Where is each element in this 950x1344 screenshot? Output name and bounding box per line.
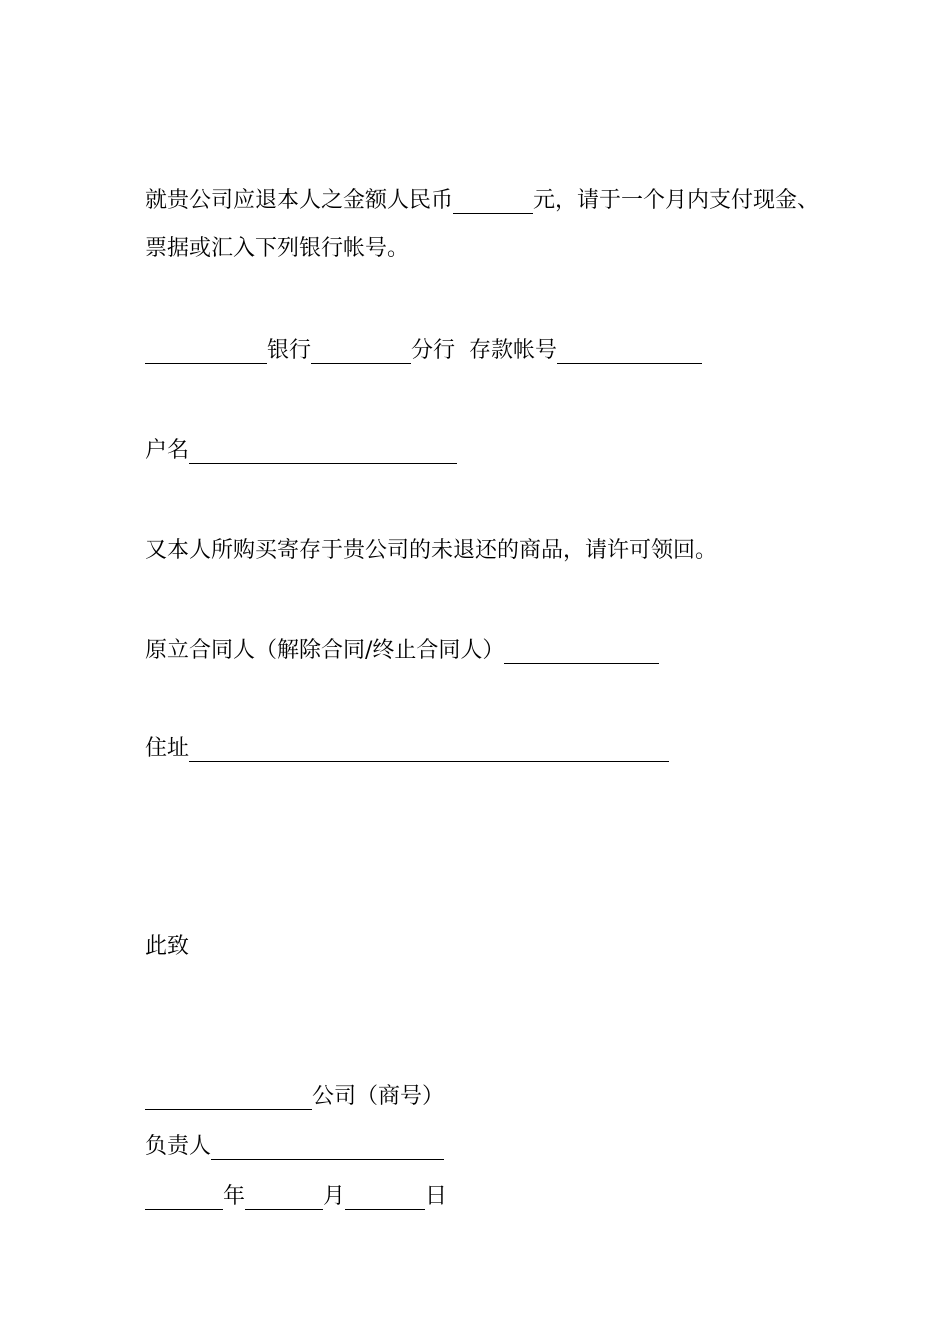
responsible-person-blank[interactable]: [211, 1135, 444, 1160]
goods-return-text: 又本人所购买寄存于贵公司的未退还的商品，请许可领回。: [145, 538, 718, 563]
amount-blank[interactable]: [453, 189, 533, 214]
branch-label: 分行: [411, 338, 456, 363]
responsible-person-label: 负责人: [145, 1134, 212, 1159]
refund-text-end: 元，请于一个月内支付现金、: [533, 188, 820, 213]
contract-party-label: 原立合同人（解除合同/终止合同人）: [145, 638, 505, 663]
refund-text-start: 就贵公司应退本人之金额人民币: [145, 188, 454, 213]
bank-name-blank[interactable]: [145, 339, 267, 364]
account-name-label: 户名: [145, 438, 190, 463]
bank-label: 银行: [267, 338, 312, 363]
company-label: 公司（商号）: [312, 1084, 445, 1109]
year-label: 年: [223, 1184, 246, 1209]
closing-line: [145, 932, 189, 962]
goods-return-line: [145, 536, 717, 566]
branch-name-blank[interactable]: [311, 339, 411, 364]
date-line: [145, 1182, 447, 1212]
contract-party-blank[interactable]: [504, 639, 659, 664]
month-label: 月: [323, 1184, 346, 1209]
refund-text-line2: [145, 234, 409, 264]
company-name-blank[interactable]: [145, 1085, 312, 1110]
day-label: 日: [425, 1184, 448, 1209]
address-blank[interactable]: [189, 737, 669, 762]
refund-amount-line: [145, 186, 819, 216]
bank-account-line: [145, 336, 702, 366]
account-number-blank[interactable]: [557, 339, 702, 364]
address-label: 住址: [145, 736, 190, 761]
contract-party-line: [145, 636, 659, 666]
account-name-blank[interactable]: [189, 439, 457, 464]
month-blank[interactable]: [245, 1185, 323, 1210]
refund-text-continuation: 票据或汇入下列银行帐号。: [145, 236, 410, 261]
responsible-person-line: [145, 1132, 444, 1162]
account-name-line: [145, 436, 457, 466]
closing-text: 此致: [145, 934, 190, 959]
day-blank[interactable]: [345, 1185, 425, 1210]
year-blank[interactable]: [145, 1185, 223, 1210]
address-line: [145, 734, 669, 764]
company-line: [145, 1082, 444, 1112]
account-number-label: 存款帐号: [469, 338, 558, 363]
